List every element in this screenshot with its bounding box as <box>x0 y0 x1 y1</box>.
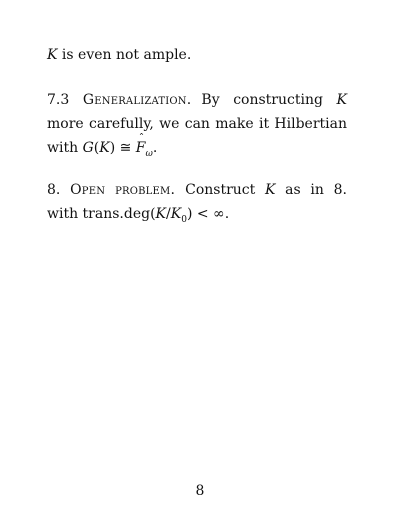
paragraph-text: as in 8. with trans.deg( <box>47 182 348 222</box>
math-subscript-zero: 0 <box>181 214 187 225</box>
math-variable-k0: K <box>170 206 182 222</box>
math-inequality: ) < ∞. <box>186 206 230 222</box>
paragraph-ample <box>47 43 347 67</box>
math-free-profinite: ˆ F <box>136 136 146 160</box>
math-variable-k: K <box>99 140 110 156</box>
math-variable-k: K <box>155 206 167 222</box>
paragraph-generalization <box>47 88 347 166</box>
section-heading: Open problem. <box>70 182 176 198</box>
paragraph-text: Construct <box>185 182 265 198</box>
math-paren: ) <box>109 140 116 156</box>
paragraph-text: more carefully, we can make it Hilbertian with <box>47 116 347 156</box>
math-slash: / <box>166 206 171 222</box>
math-paren: ( <box>93 140 100 156</box>
paragraph-text: By constructing <box>201 92 337 108</box>
math-variable-k: K <box>47 47 58 63</box>
math-variable-k: K <box>336 92 348 108</box>
math-variable-k: K <box>264 182 276 198</box>
paragraph-text: . <box>152 140 158 156</box>
section-number: 8. <box>47 182 71 198</box>
section-heading: Generalization. <box>82 92 192 108</box>
math-galois-group: G <box>82 140 94 156</box>
paragraph-text: is even not ample. <box>57 47 192 63</box>
page-number: 8 <box>195 483 205 499</box>
section-number: 7.3 <box>47 92 83 108</box>
paragraph-open-problem <box>47 178 347 232</box>
math-isomorphism: ≅ <box>115 140 136 156</box>
math-subscript-omega: ω <box>145 148 153 159</box>
